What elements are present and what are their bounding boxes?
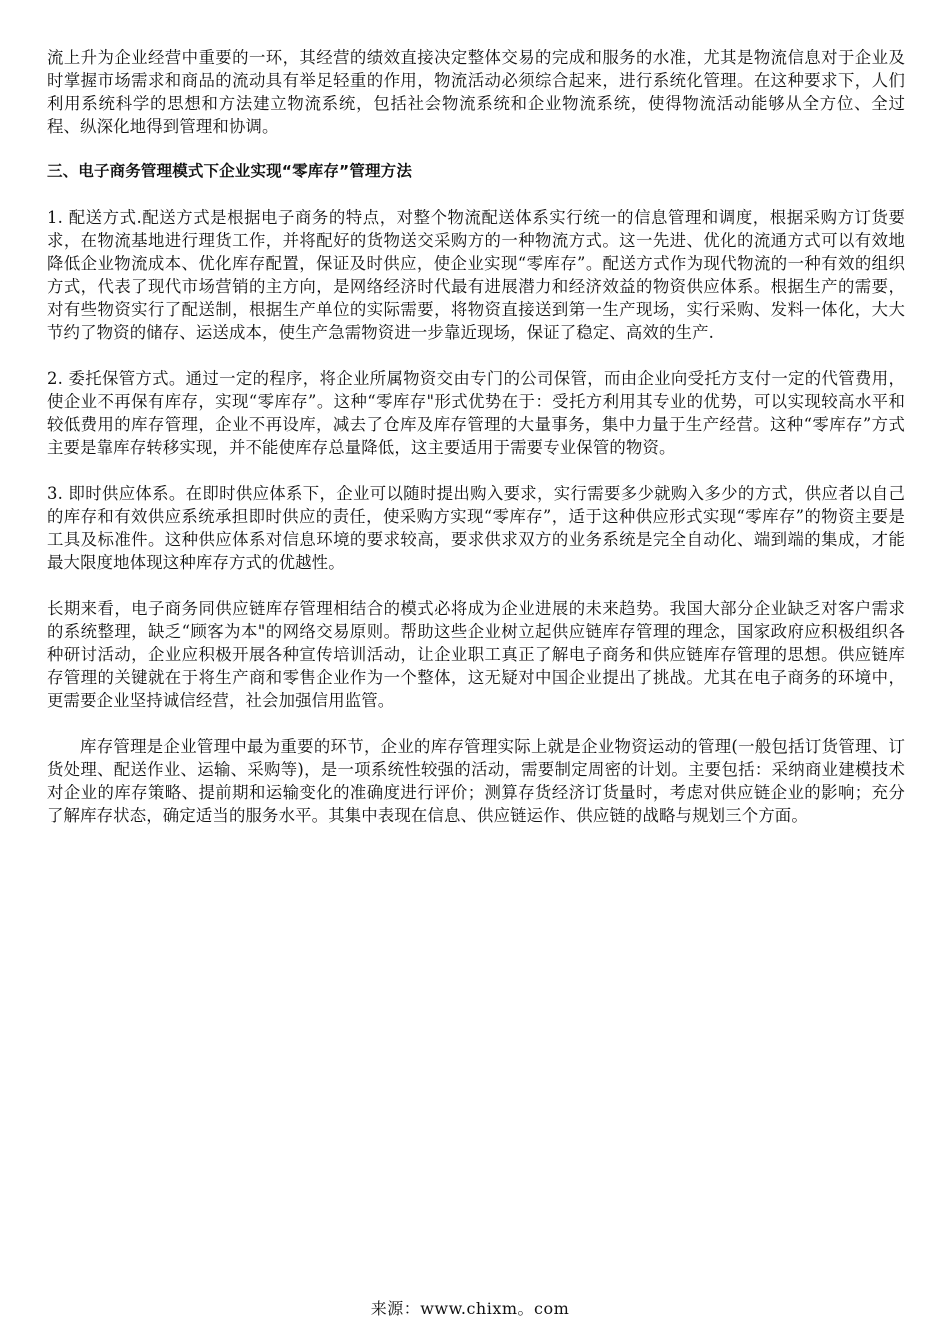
- paragraph-consignment-method: 2. 委托保管方式。通过一定的程序，将企业所属物资交由专门的公司保管，而由企业向受托方支付一定的代管费用，使企业不再保有库存，实现“零库存”。这种“零库存"形式优势在于：受托方利用其专业的优势，可以实现较高水平和较低费用的库存管理，企业不再设库，减去了仓库及库存管理的大量事务，集中力量于生产经营。这种“零库存”方式主要是靠库存转移实现，并不能使库存总量降低，这主要适用于需要专业保管的物资。: [47, 369, 905, 457]
- paragraph-delivery-method: 1. 配送方式.配送方式是根据电子商务的特点，对整个物流配送体系实行统一的信息管理和调度，根据采购方订货要求，在物流基地进行理货工作，并将配好的货物送交采购方的一种物流方式。这一先进、优化的流通方式可以有效地降低企业物流成本、优化库存配置，保证及时供应，使企业实现“零库存”。配送方式作为现代物流的一种有效的组织方式，代表了现代市场营销的主方向，是网络经济时代最有进展潜力和经济效益的物资供应体系。根据生产的需要，对有些物资实行了配送制，根据生产单位的实际需要，将物资直接送到第一生产现场，实行采购、发料一体化，大大节约了物资的储存、运送成本，使生产急需物资进一步靠近现场，保证了稳定、高效的生产.: [47, 208, 905, 342]
- paragraph-intro: 流上升为企业经营中重要的一环，其经营的绩效直接决定整体交易的完成和服务的水准，尤其是物流信息对于企业及时掌握市场需求和商品的流动具有举足轻重的作用，物流活动必须综合起来，进行系统化管理。在这种要求下，人们利用系统科学的思想和方法建立物流系统，包括社会物流系统和企业物流系统，使得物流活动能够从全方位、全过程、纵深化地得到管理和协调。: [47, 48, 905, 136]
- source-text: 来源：www.chixm。com: [370, 1299, 570, 1318]
- paragraph-instant-supply: 3. 即时供应体系。在即时供应体系下，企业可以随时提出购入要求，实行需要多少就购入多少的方式，供应者以自己的库存和有效供应系统承担即时供应的责任，使采购方实现“零库存”，适于这种供应形式实现“零库存”的物资主要是工具及标准件。这种供应体系对信息环境的要求较高，要求供求双方的业务系统是完全自动化、端到端的集成，才能最大限度地体现这种库存方式的优越性。: [47, 484, 905, 572]
- paragraph-inventory-management: 库存管理是企业管理中最为重要的环节，企业的库存管理实际上就是企业物资运动的管理(一般包括订货管理、订货处理、配送作业、运输、采购等)，是一项系统性较强的活动，需要制定周密的计划。主要包括：采纳商业建模技术对企业的库存策略、提前期和运输变化的准确度进行评价；测算存货经济订货量时，考虑对供应链企业的影响；充分了解库存状态，确定适当的服务水平。其集中表现在信息、供应链运作、供应链的战略与规划三个方面。: [47, 737, 905, 825]
- paragraph-long-term-trend: 长期来看，电子商务同供应链库存管理相结合的模式必将成为企业进展的未来趋势。我国大部分企业缺乏对客户需求的系统整理，缺乏“顾客为本"的网络交易原则。帮助这些企业树立起供应链库存管理的理念，国家政府应积极组织各种研讨活动，企业应积极开展各种宣传培训活动，让企业职工真正了解电子商务和供应链库存管理的思想。供应链库存管理的关键就在于将生产商和零售企业作为一个整体，这无疑对中国企业提出了挑战。尤其在电子商务的环境中，更需要企业坚持诚信经营，社会加强信用监管。: [47, 599, 905, 710]
- document-body: [47, 46, 905, 827]
- source-footer: [0, 1298, 950, 1320]
- section-heading: 三、电子商务管理模式下企业实现“零库存”管理方法: [47, 162, 412, 180]
